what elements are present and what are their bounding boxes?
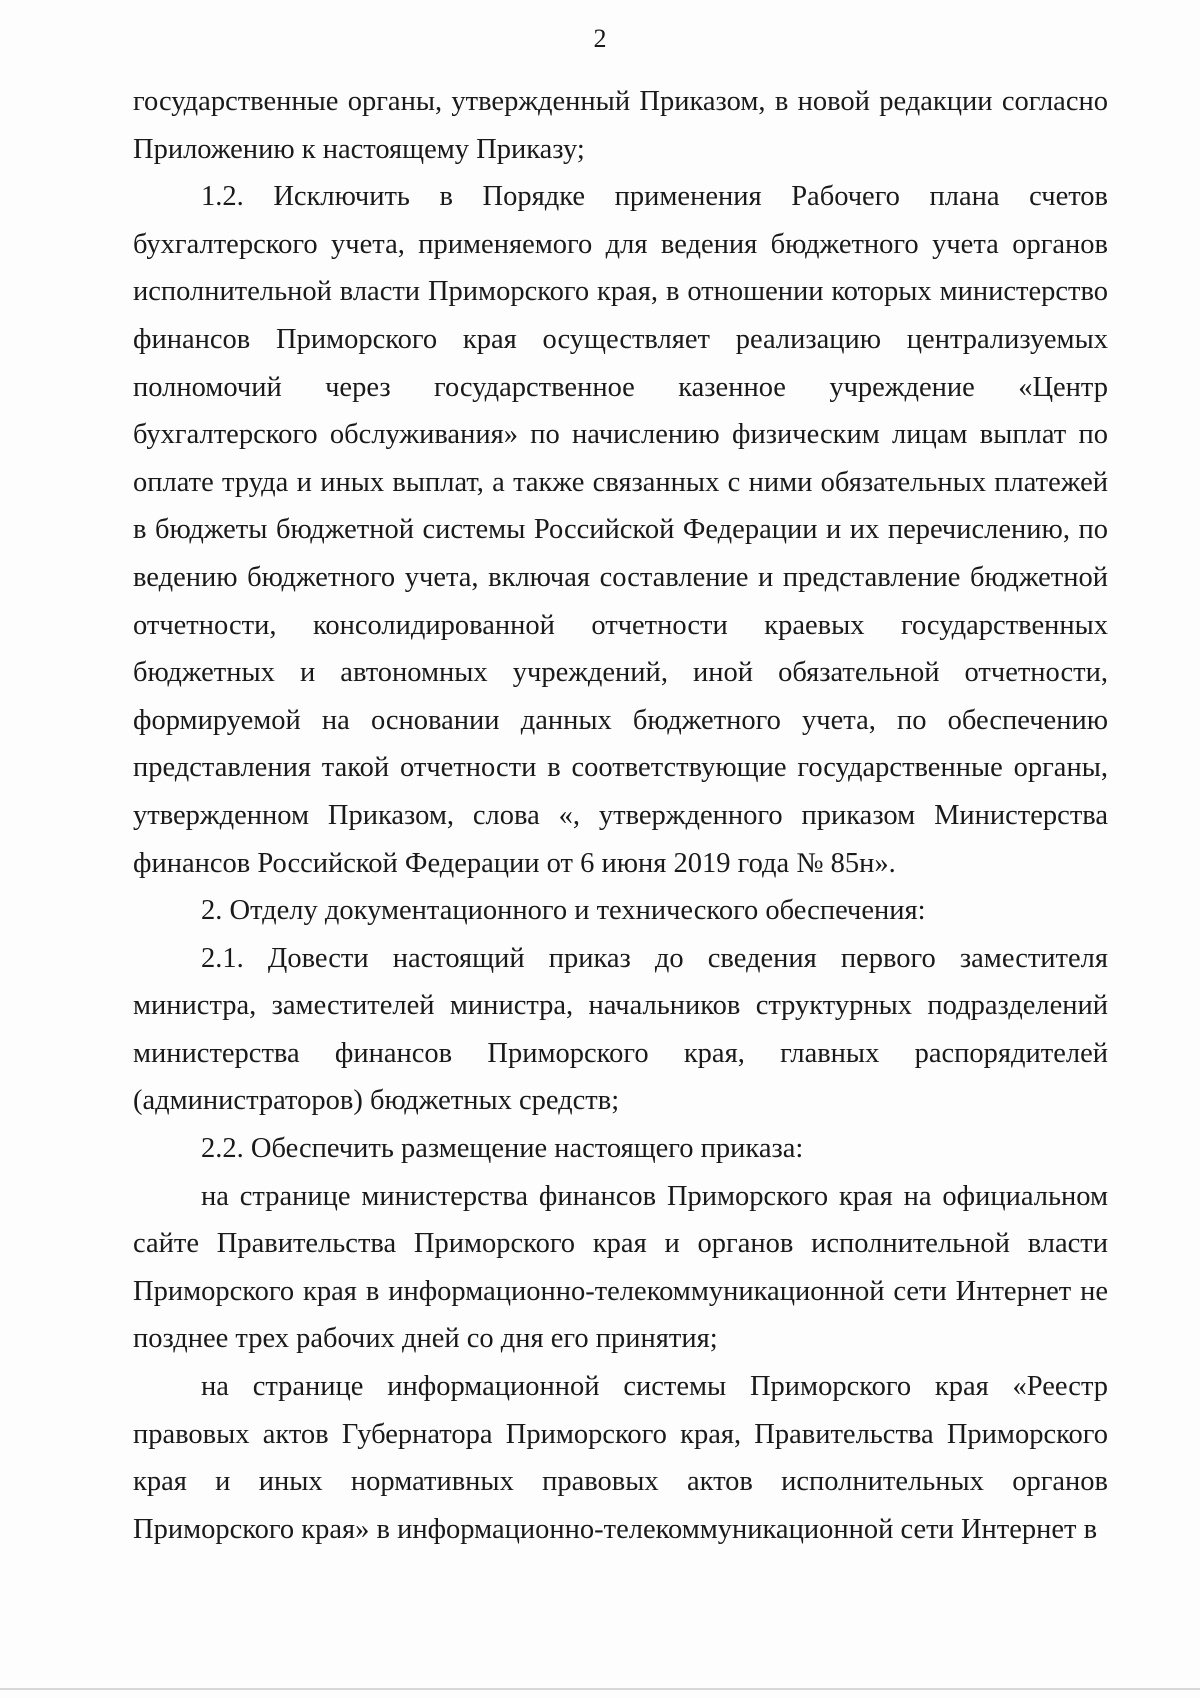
paragraph-2: 2. Отделу документационного и технического обеспечения: [201, 895, 926, 927]
page-number: 2 [593, 24, 607, 53]
paragraph-2-2: 2.2. Обеспечить размещение настоящего приказа: [201, 1133, 804, 1165]
document-body [133, 78, 1108, 1553]
paragraph-2-1: 2.1. Довести настоящий приказ до сведения первого заместителя министра, заместителей министра, начальников структурных подразделений министерства финансов Приморского края, главных распорядителей (администраторов) бюджетных средств; [133, 942, 1108, 1117]
paragraph-website: на странице министерства финансов Приморского края на официальном сайте Правительства Приморского края и органов исполнительной власти Приморского края в информационно-телекоммуникационной сети Интернет не позднее трех рабочих дней со дня его принятия; [133, 1180, 1108, 1355]
paragraph-1-2: 1.2. Исключить в Порядке применения Рабочего плана счетов бухгалтерского учета, применяемого для ведения бюджетного учета органов исполнительной власти Приморского края, в отношении которых министерство финансов Приморского края осуществляет реализацию централизуемых полномочий через государственное казенное учреждение «Центр бухгалтерского обслуживания» по начислению физическим лицам выплат по оплате труда и иных выплат, а также связанных с ними обязательных платежей в бюджеты бюджетной системы Российской Федерации и их перечислению, по ведению бюджетного учета, включая составление и представление бюджетной отчетности, консолидированной отчетности краевых государственных бюджетных и автономных учреждений, иной обязательной отчетности, формируемой на основании данных бюджетного учета, по обеспечению представления такой отчетности в соответствующие государственные органы, утвержденном Приказом, слова «, утвержденного приказом Министерства финансов Российской Федерации от 6 июня 2019 года № 85н». [133, 181, 1108, 879]
paragraph-registry: на странице информационной системы Приморского края «Реестр правовых актов Губернатора Приморского края, Правительства Приморского края и иных нормативных правовых актов исполнительных органов Приморского края» в информационно-телекоммуникационной сети Интернет в [133, 1371, 1108, 1545]
scan-bottom-edge [0, 1688, 1200, 1690]
paragraph-continuation: государственные органы, утвержденный Приказом, в новой редакции согласно Приложению к настоящему Приказу; [133, 86, 1108, 165]
